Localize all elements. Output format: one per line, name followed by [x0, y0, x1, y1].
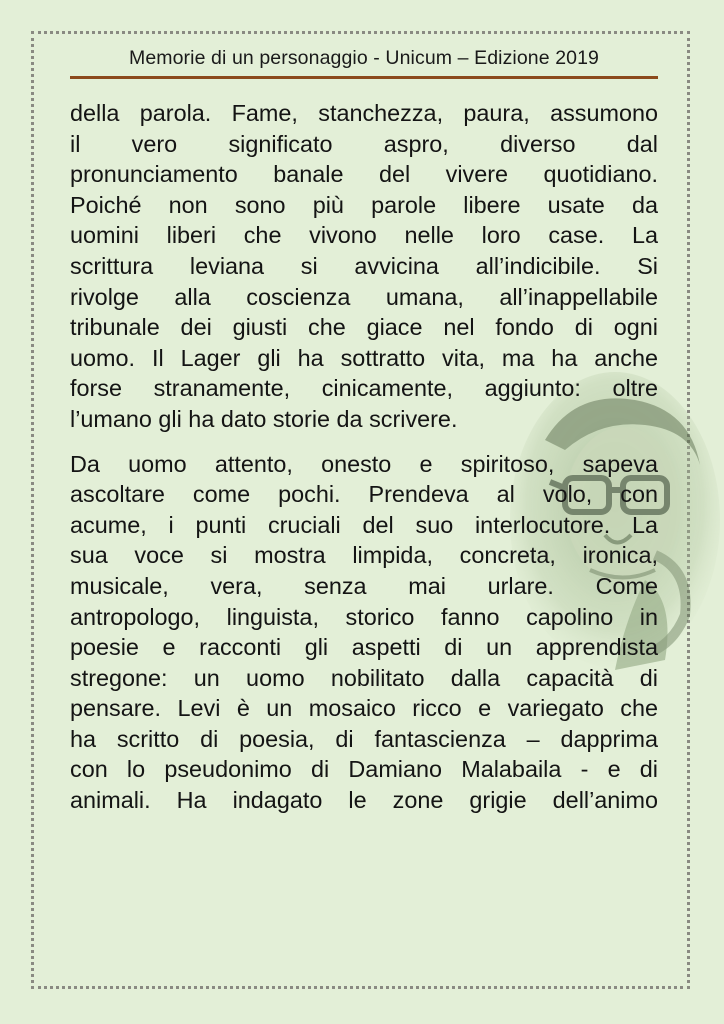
paragraph-2 [70, 449, 658, 816]
text-line: scrittura leviana si avvicina all’indicibile. Si [70, 252, 658, 279]
text-line: il vero significato aspro, diverso dal [70, 130, 658, 157]
text-line: uomo. Il Lager gli ha sottratto vita, ma ha anche [70, 344, 658, 371]
text-line: stregone: un uomo nobilitato dalla capacità di [70, 664, 658, 691]
text-line: antropologo, linguista, storico fanno capolino in [70, 603, 658, 630]
text-line: tribunale dei giusti che giace nel fondo di ogni [70, 314, 658, 341]
text-line: acume, i punti cruciali del suo interlocutore. La [70, 511, 658, 538]
body-text [70, 98, 658, 816]
text-line: ha scritto di poesia, di fantascienza – dapprima [70, 725, 658, 752]
text-line: della parola. Fame, stanchezza, paura, assumono [70, 100, 658, 126]
text-line: l’umano gli ha dato storie da scrivere. [70, 405, 458, 432]
text-line: pensare. Levi è un mosaico ricco e variegato che [70, 695, 658, 722]
text-line: musicale, vera, senza mai urlare. Come [70, 572, 658, 599]
text-line: rivolge alla coscienza umana, all’inappellabile [70, 283, 658, 310]
text-line: poesie e racconti gli aspetti di un apprendista [70, 634, 658, 661]
paragraph-1 [70, 98, 658, 435]
text-line: sua voce si mostra limpida, concreta, ironica, [70, 542, 658, 569]
text-line: con lo pseudonimo di Damiano Malabaila - e di [70, 756, 658, 783]
text-line: forse stranamente, cinicamente, aggiunto: oltre [70, 375, 658, 402]
header-rule [70, 76, 658, 79]
text-line: Poiché non sono più parole libere usate da [70, 191, 658, 218]
text-line: ascoltare come pochi. Prendeva al volo, con [70, 481, 658, 508]
text-line: pronunciamento banale del vivere quotidiano. [70, 161, 658, 188]
text-line: animali. Ha indagato le zone grigie dell’animo [70, 787, 658, 814]
text-line: uomini liberi che vivono nelle loro case. La [70, 222, 658, 249]
text-line: Da uomo attento, onesto e spiritoso, sapeva [70, 450, 658, 477]
running-header: Memorie di un personaggio - Unicum – Edizione 2019 [128, 47, 599, 69]
